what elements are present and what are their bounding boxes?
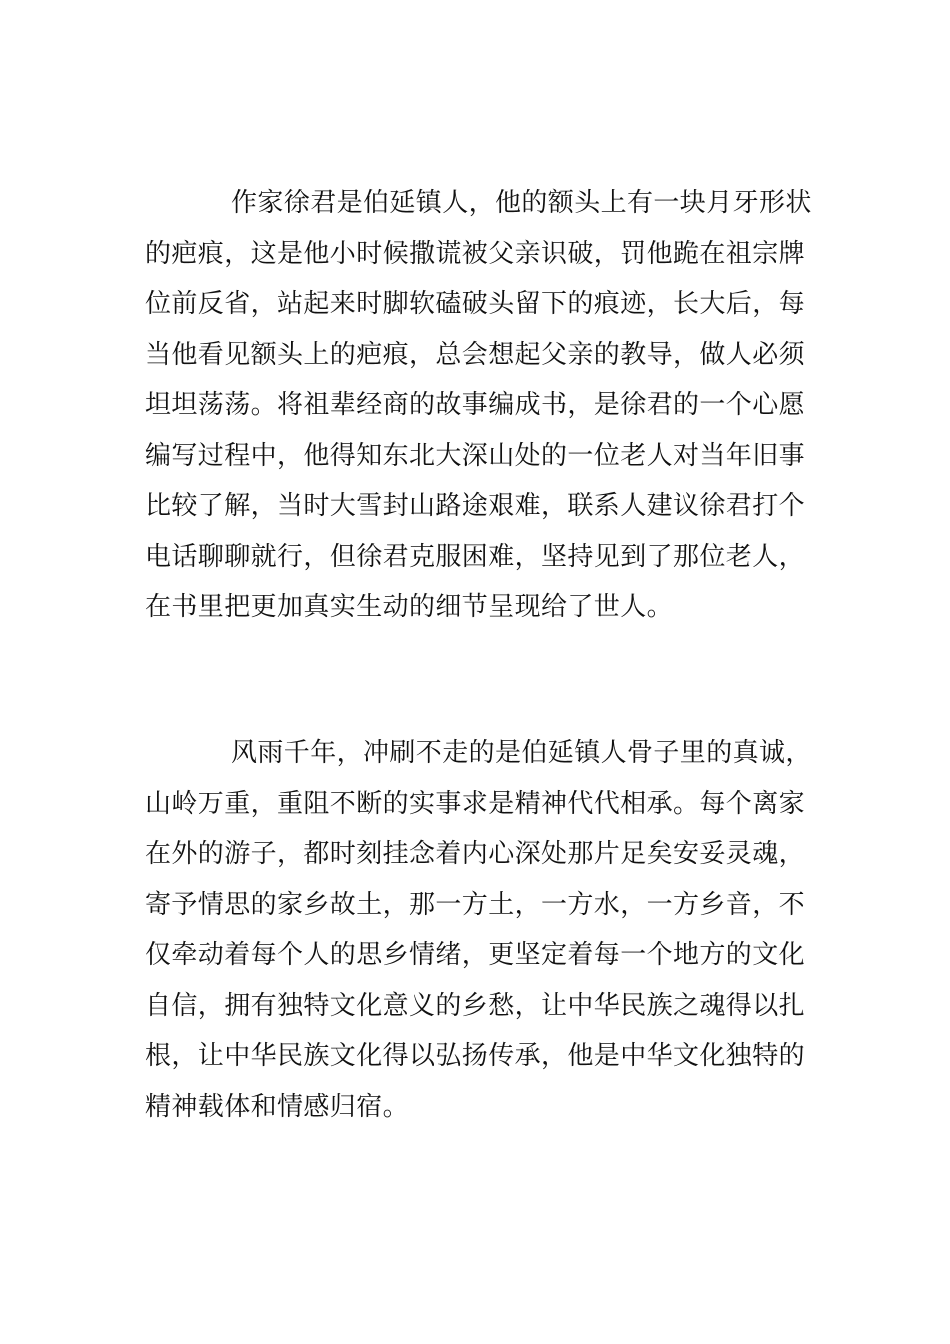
- paragraph-line: 精神载体和情感归宿。: [145, 1091, 410, 1122]
- paragraph-line: 自信，拥有独特文化意义的乡愁，让中华民族之魂得以扎: [145, 990, 806, 1021]
- paragraph-line: 比较了解，当时大雪封山路途艰难，联系人建议徐君打个: [145, 491, 806, 521]
- paragraph-line: 编写过程中，他得知东北大深山处的一位老人对当年旧事: [145, 440, 806, 471]
- paragraph-line: 作家徐君是伯延镇人，他的额头上有一块月牙形状: [231, 188, 812, 218]
- paragraph-line: 电话聊聊就行，但徐君克服困难，坚持见到了那位老人，: [145, 541, 806, 572]
- paragraph-line: 在书里把更加真实生动的细节呈现给了世人。: [145, 592, 674, 622]
- paragraph-line: 根，让中华民族文化得以弘扬传承，他是中华文化独特的: [145, 1041, 806, 1071]
- paragraph-line: 山岭万重，重阻不断的实事求是精神代代相承。每个离家: [145, 788, 806, 819]
- paragraph-line: 位前反省，站起来时脚软磕破头留下的痕迹，长大后，每: [145, 289, 806, 319]
- paragraph-1: [145, 178, 812, 633]
- paragraph-2: [145, 728, 812, 1132]
- paragraph-line: 的疤痕，这是他小时候撒谎被父亲识破，罚他跪在祖宗牌: [145, 238, 806, 269]
- paragraph-line: 坦坦荡荡。将祖辈经商的故事编成书，是徐君的一个心愿: [145, 390, 806, 420]
- paragraph-line: 在外的游子，都时刻挂念着内心深处那片足矣安妥灵魂，: [145, 839, 806, 869]
- paragraph-line: 风雨千年，冲刷不走的是伯延镇人骨子里的真诚，: [231, 738, 812, 768]
- paragraph-line: 当他看见额头上的疤痕，总会想起父亲的教导，做人必须: [145, 339, 806, 370]
- paragraph-line: 寄予情思的家乡故土，那一方土，一方水，一方乡音，不: [145, 889, 806, 920]
- paragraph-line: 仅牵动着每个人的思乡情绪，更坚定着每一个地方的文化: [145, 940, 806, 970]
